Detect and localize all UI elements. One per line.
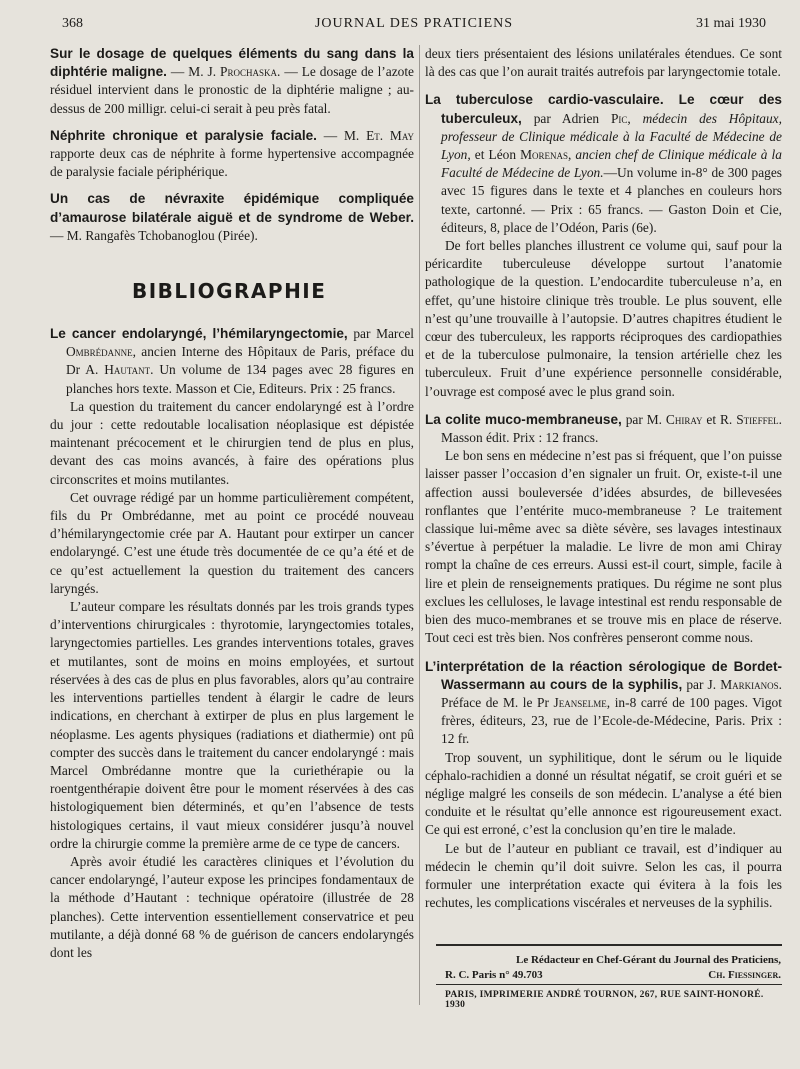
review-author: Chiray (665, 411, 703, 427)
review-publication: Un volume de 134 pages avec 28 figures en planches hors texte. Masson et Cie, Editeurs. Prix : 25 francs. (66, 362, 414, 396)
editor-line: Le Rédacteur en Chef-Gérant du Journal des Praticiens, (516, 954, 781, 966)
issue-date: 31 mai 1930 (696, 16, 766, 31)
footer-registration (445, 969, 781, 981)
left-column (50, 45, 414, 962)
review-cancer-endolaryngé: Le cancer endolaryngé, l’hémilaryngectomie, par Marcel Ombrédanne, ancien Interne des Hôpitaux de Paris, préface du Dr A. Hautant. Un volume de 134 pages avec 28 figures en planches hors texte. Masson et Cie, Editeurs. Prix : 25 francs. (50, 326, 414, 396)
review-tuberculose: La tuberculose cardio-vasculaire. Le cœur des tuberculeux, par Adrien Pic, médecin des Hôpitaux, professeur de Clinique médicale à la Faculté de Médecine de Lyon, et Léon Morenas, ancien chef de Clinique médicale à la Faculté de Médecine de Lyon.—Un volume in-8° de 300 pages avec 15 figures dans le texte et 4 planches en couleurs hors texte, cartonné. — Prix : 65 francs. — Gaston Doin et Cie, éditeurs, 8, place de l’Odéon, Paris (6e). (425, 92, 782, 235)
right-column (425, 45, 782, 912)
review-paragraph: Après avoir étudié les caractères cliniques et l’évolution du cancer endolaryngé, l’auteur expose les principes fondamentaux de la méthode d’Hautant : technique opératoire (illustrée de 28 planches). Cette intervention essentiellement conservatrice et peu mutilante, a déjà donné 68 % de guérison de cancers endolaryngés dont les (50, 853, 414, 960)
review-paragraph: De fort belles planches illustrent ce volume qui, sauf pour la péricardite tuberculeuse développe surtout l’anatomie pathologique de la question. L’endocardite tuberculeuse n’a, en effet, qu’une histoire clinique très trouble. Le plus souvent, elle n’est qu’une trouvaille à l’autopsie. D’autres chapitres étudient le cœur des tuberculeux, les rapports réciproques des cardiopathies et de la tuberculose pulmonaire, la tension artérielle chez les tuberculeux. Fruit d’une expérience personnelle considérable, l’ouvrage est composé avec le plus grand soin. (425, 238, 782, 399)
column-divider (419, 45, 420, 1005)
running-header (62, 14, 766, 34)
review-wassermann: L’interprétation de la réaction sérologique de Bordet-Wassermann au cours de la syphilis, par J. Markianos. Préface de M. le Pr Jeanselme, in-8 carré de 100 pages. Vigot frères, éditeurs, 23, rue de l’Ecole-de-Médecine, Paris. Prix : 12 fr. (425, 658, 782, 747)
review-paragraph: Trop souvent, un syphilitique, dont le sérum ou le liquide céphalo-rachidien a donné un résultat négatif, se croit guéri et se néglige malgré les conseils de son médecin. L’analyse a été bien conduite et le résultat qu’elle annonce est rigoureusement exact. Ce qui est erroné, c’est la conclusion qu’en tire le malade. (425, 749, 782, 838)
footer-rule (436, 944, 782, 946)
review-title: La tuberculose cardio-vasculaire. Le cœur des tuberculeux, (425, 92, 782, 126)
footer-rule (436, 984, 782, 985)
review-author: Pic, (610, 110, 631, 126)
review-colite: La colite muco-membraneuse, par M. Chiray et R. Stieffel. Masson édit. Prix : 12 francs. (425, 411, 782, 446)
review-publication: in-8 carré de 100 pages. Vigot frères, éditeurs, 23, rue de l’Ecole-de-Médecine, Paris. Prix : 12 fr. (441, 694, 782, 747)
editor-signature: Ch. Fiessinger. (708, 969, 781, 981)
review-continuation: deux tiers présentaient des lésions unilatérales étendues. Ce sont là des cas que l’on aurait traités autrefois par laryngectomie totale. (425, 46, 782, 80)
review-paragraph: Le but de l’auteur en publiant ce travail, est d’indiquer au médecin le chemin qu’il doit suivre. Selon les cas, il pourra formuler une interprétation exacte qui évitera à la fois les rechutes, les complications viscérales et nerveuses de la syphilis. (425, 840, 782, 911)
article-title: Un cas de névraxite épidémique compliquée d’amaurose bilatérale aiguë et de syndrome de Weber. (50, 191, 414, 225)
article-body: Le dosage de l’azote résiduel intervient dans le pronostic de la diphtérie maligne ; au-dessus de 200 milligr. celui-ci serait à peu près fatal. (50, 64, 414, 116)
article-title: Néphrite chronique et paralysie faciale. (50, 127, 317, 143)
article-body: rapporte deux cas de néphrite à forme hypertensive accompagnée de paralysie faciale périphérique. (50, 146, 414, 180)
review-author: Ombrédanne, (66, 344, 137, 360)
review-author: Morenas, (520, 147, 572, 163)
registration-number: R. C. Paris n° 49.703 (445, 969, 543, 981)
review-paragraph: La question du traitement du cancer endolaryngé est à l’ordre du jour : cette redoutable localisation néoplasique est dépistée maintenant précocement et le chirurgien tend de plus en plus, devant des cas moins avancés, à faire des opérations plus circonscrites et moins mutilantes. (50, 398, 414, 487)
article-nevraxite: Un cas de névraxite épidémique compliquée d’amaurose bilatérale aiguë et de syndrome de Weber. — M. Rangafès Tchobanoglou (Pirée). (50, 191, 414, 243)
article-nephrite: Néphrite chronique et paralysie faciale. — M. Et. May rapporte deux cas de néphrite à forme hypertensive accompagnée de paralysie faciale périphérique. (50, 127, 414, 180)
article-author: M. Rangafès Tchobanoglou (Pirée). (66, 227, 258, 243)
article-author: M. J. Prochaska. (188, 64, 281, 80)
review-author: Stieffel. (736, 411, 782, 427)
review-paragraph: Le bon sens en médecine n’est pas si fréquent, que l’on puisse laisser passer l’occasion d’en signaler un fruit. Or, existe-t-il une affection aussi bouleversée d’idées absurdes, de billevesées ronflantes que l’entérite muco-membraneuse ? Le traitement classique lui-même avec sa diète sévère, ses lavages intestinaux s’évertue à perpétuer la maladie. Le livre de mon ami Chiray rompt la chaîne de ces erreurs. Aussi est-il court, simple, facile à lire et plein de renseignements pratiques. Du régime ne sont plus exclues les celluloses, le lavage intestinal est rendu responsable de bien des muco-membranes et se trouve mis en place de réserve. Tout ceci est très bien. Nos confrères penseront comme nous. (425, 448, 782, 646)
printer-line: PARIS, IMPRIMERIE ANDRÉ TOURNON, 267, RUE SAINT-HONORÉ. 1930 (445, 990, 764, 1010)
page-number: 368 (62, 16, 83, 31)
article-author: M. Et. May (344, 127, 414, 143)
journal-title: JOURNAL DES PRATICIENS (314, 16, 514, 31)
review-publication: Masson édit. Prix : 12 francs. (441, 430, 599, 446)
review-author: Markianos. (720, 676, 782, 692)
review-paragraph: L’auteur compare les résultats donnés par les trois grands types d’interventions chirurgicales : thyrotomie, laryngectomies totales, laryngectomies partielles. Les grandes interventions totales, graves et mutilantes, sont de moins en moins employées, et surtout réservées à des cas de plus en plus favorables, alors qu’au contraire les interventions partielles tendent à élargir le cadre de leurs indications, en cherchant à extirper de plus en plus largement le néoplasme. Les agents physiques (radiations et diathermie) ont pû compter des succès dans le traitement du cancer endolaryngé : mais Marcel Ombrédanne montre que la curiethérapie ou la roentgenthérapie doivent être pour le moment réservées à des cas histologiquement bien déterminés, et qu’en l’absence de tests histologiques certains, il vaut mieux considérer jusqu’à nouvel ordre la chirurgie comme la première arme de ce type de cancers. (50, 599, 414, 851)
article-sang-diphterie: Sur le dosage de quelques éléments du sang dans la diphtérie maligne. — M. J. Prochaska. — Le dosage de l’azote résiduel intervient dans le pronostic de la diphtérie maligne ; au-dessus de 200 milligr. celui-ci serait à peu près fatal. (50, 46, 414, 116)
section-heading-bibliographie: BIBLIOGRAPHIE (132, 279, 327, 304)
review-title: Le cancer endolaryngé, l’hémilaryngectomie, (50, 326, 348, 342)
review-publication: —Un volume in-8° de 300 pages avec 15 figures dans le texte et 4 planches en couleurs hors texte, cartonné. — Prix : 65 francs. — Gaston Doin et Cie, éditeurs, 8, place de l’Odéon, Paris (6e). (441, 165, 782, 235)
review-title: La colite muco-membraneuse, (425, 411, 622, 427)
review-title: L’interprétation de la réaction sérologique de Bordet-Wassermann au cours de la syphilis, (425, 658, 782, 692)
review-paragraph: Cet ouvrage rédigé par un homme particulièrement compétent, fils du Pr Ombrédanne, met au point ce procédé nouveau d’hémilaryngectomie crée par A. Hautant pour extirper un cancer endolaryngé. C’est une étude très documentée de ce qu’a été et de ce qu’est actuellement la question du traitement des cancers laryngés. (50, 489, 414, 596)
article-title: Sur le dosage de quelques éléments du sang dans la diphtérie maligne. (50, 46, 414, 80)
